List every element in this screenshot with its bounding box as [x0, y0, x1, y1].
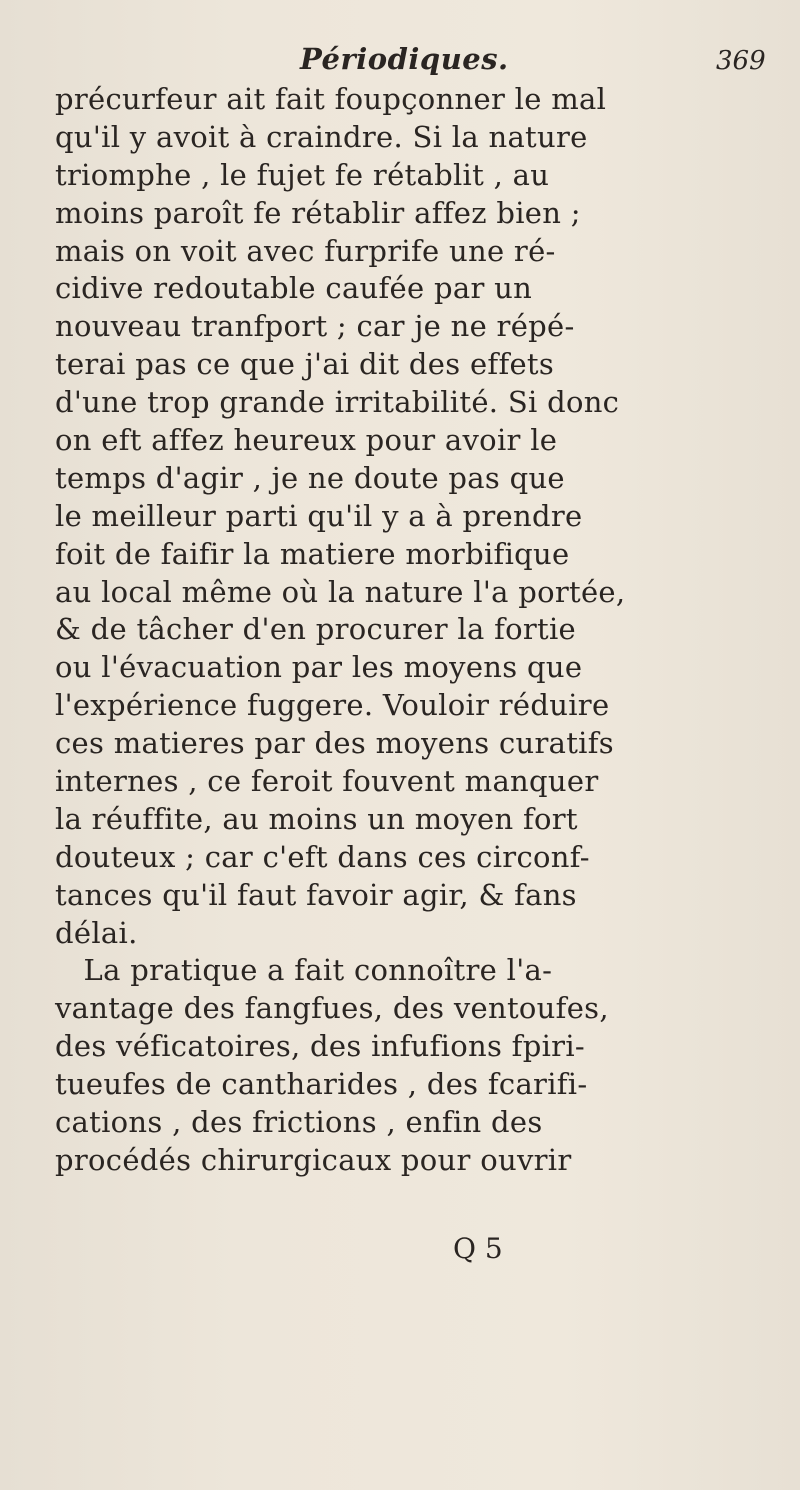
text-line: terai pas ce que j'ai dit des effets	[55, 347, 555, 382]
text-line: délai.	[55, 915, 138, 950]
text-line: au local même où la nature l'a portée,	[55, 574, 626, 609]
text-line: cations , des frictions , enfin des	[55, 1105, 543, 1140]
text-line: des véficatoires, des infufions fpiri-	[55, 1029, 585, 1064]
catchword: Q 5	[453, 1232, 503, 1265]
text-line: nouveau tranfport ; car je ne répé-	[55, 309, 575, 344]
text-line: La pratique a fait connoître l'a-	[55, 953, 553, 988]
text-line: douteux ; car c'eft dans ces circonf-	[55, 839, 590, 874]
text-line: moins paroît fe rétablir affez bien ;	[55, 195, 581, 230]
text-line: la réuffite, au moins un moyen fort	[55, 801, 578, 836]
text-line: temps d'agir , je ne doute pas que	[55, 460, 565, 495]
text-line: foit de faifir la matiere morbifique	[55, 536, 570, 571]
text-line: mais on voit avec furprife une ré-	[55, 233, 556, 268]
text-line: précurfeur ait fait foupçonner le mal	[55, 82, 607, 116]
text-line: procédés chirurgicaux pour ouvrir	[55, 1142, 572, 1177]
text-line: ces matieres par des moyens curatifs	[55, 726, 614, 761]
text-line: qu'il y avoit à craindre. Si la nature	[55, 119, 588, 154]
text-line: le meilleur parti qu'il y a à prendre	[55, 498, 583, 533]
page-number: 369	[716, 46, 766, 76]
running-title: Périodiques.	[300, 42, 509, 76]
body-text	[55, 81, 775, 1180]
text-line: d'une trop grande irritabilité. Si donc	[55, 385, 620, 420]
running-head	[0, 42, 800, 82]
text-line: l'expérience fuggere. Vouloir réduire	[55, 688, 610, 723]
text-line: & de tâcher d'en procurer la fortie	[55, 612, 577, 647]
text-line: internes , ce feroit fouvent manquer	[55, 764, 599, 799]
text-line: cidive redoutable caufée par un	[55, 271, 533, 306]
text-line: tueufes de cantharides , des fcarifi-	[55, 1067, 588, 1102]
text-line: ou l'évacuation par les moyens que	[55, 650, 583, 685]
text-line: tances qu'il faut favoir agir, & fans	[55, 877, 577, 912]
text-line: vantage des fangfues, des ventoufes,	[55, 991, 609, 1026]
text-line: triomphe , le fujet fe rétablit , au	[55, 157, 550, 192]
text-line: on eft affez heureux pour avoir le	[55, 423, 558, 458]
